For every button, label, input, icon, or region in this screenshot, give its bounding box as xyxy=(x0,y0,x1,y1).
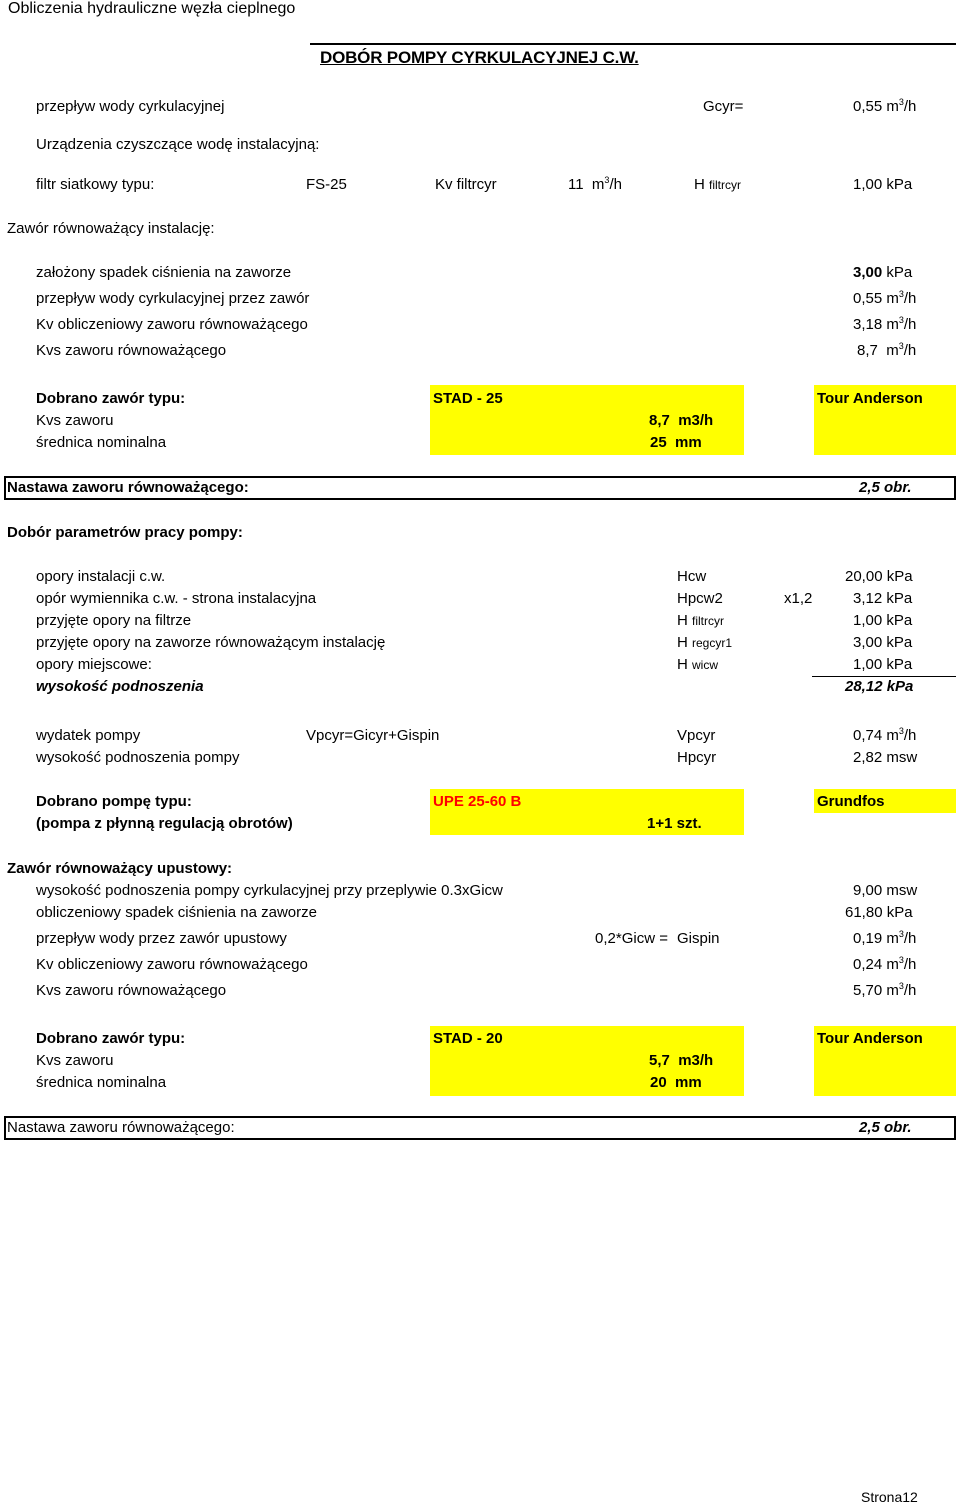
pump-note: (pompa z płynną regulacją obrotów) xyxy=(36,815,293,832)
relief-drop-value: 61,80 kPa xyxy=(845,904,913,921)
pump-param-value: 1,00 kPa xyxy=(853,656,913,673)
header-rule xyxy=(310,43,956,45)
filter-h-label: H filtrcyr xyxy=(694,176,742,193)
pump-count: 1+1 szt. xyxy=(647,815,702,832)
valve2-setting-value: 2,5 obr. xyxy=(859,1119,912,1136)
pump-param-label: opór wymiennika c.w. - strona instalacyjna xyxy=(36,590,317,607)
balancing-row-value: 8,7 $m^3/h$ xyxy=(857,341,917,359)
valve1-dn-value: 25 mm xyxy=(650,434,702,451)
valve1-selected-label: Dobrano zawór typu: xyxy=(36,390,186,407)
valve1-kvs-label: Kvs zaworu xyxy=(36,412,114,429)
pump-param-label: opory miejscowe: xyxy=(36,656,152,673)
pump-param-symbol: Hpcw2 xyxy=(677,590,723,607)
pump-param-value: 20,00 kPa xyxy=(845,568,913,585)
pump-param-label: opory instalacji c.w. xyxy=(36,568,166,585)
pump-param-label: przyjęte opory na zaworze równoważącym instalację xyxy=(36,634,386,651)
cleaning-heading: Urządzenia czyszczące wodę instalacyjną: xyxy=(36,136,320,153)
relief-drop-label: obliczeniowy spadek ciśnienia na zaworze xyxy=(36,904,317,921)
pump-type: UPE 25-60 B xyxy=(433,793,522,810)
balancing-row-value: 3,18 $m^3/h$ xyxy=(853,315,917,333)
balancing-heading: Zawór równoważący instalację: xyxy=(7,220,215,237)
balancing-row-label: Kvs zaworu równoważącego xyxy=(36,342,227,359)
valve2-setting-label: Nastawa zaworu równoważącego: xyxy=(7,1119,235,1136)
flow-label: przepływ wody cyrkulacyjnej xyxy=(36,98,225,115)
pump-param-value: 3,00 kPa xyxy=(853,634,913,651)
balancing-row-label: Kv obliczeniowy zaworu równoważącego xyxy=(36,316,308,333)
relief-flow-value: 0,19 $m^3/h$ xyxy=(853,929,917,947)
pump-head-symbol: Hpcyr xyxy=(677,749,717,766)
valve1-maker: Tour Anderson xyxy=(817,390,923,407)
pump-param-symbol: H filtrcyr xyxy=(677,612,725,629)
pump-maker: Grundfos xyxy=(817,793,885,810)
flow-value: 0,55 $m^3/h$ xyxy=(853,97,917,115)
valve2-kvs-value: 5,7 m3/h xyxy=(649,1052,714,1069)
valve2-dn-label: średnica nominalna xyxy=(36,1074,167,1091)
balancing-row-label: przepływ wody cyrkulacyjnej przez zawór xyxy=(36,290,310,307)
flow-symbol: Gcyr= xyxy=(703,98,744,115)
pump-param-value: 3,12 kPa xyxy=(853,590,913,607)
valve1-kvs-value: 8,7 m3/h xyxy=(649,412,714,429)
total-rule xyxy=(812,676,956,677)
pump-param-label: przyjęte opory na filtrze xyxy=(36,612,192,629)
filter-kv-value: 11 $m^3/h$ xyxy=(568,175,622,193)
relief-head-value: 9,00 msw xyxy=(853,882,918,899)
pump-flow-value: 0,74 $m^3/h$ xyxy=(853,726,917,744)
filter-h-value: 1,00 kPa xyxy=(853,176,913,193)
page-title: DOBÓR POMPY CYRKULACYJNEJ C.W. xyxy=(320,48,639,67)
pump-flow-label: wydatek pompy xyxy=(36,727,141,744)
relief-flow-formula: 0,2*Gicw = xyxy=(595,930,668,947)
pump-param-symbol: H wicw xyxy=(677,656,719,673)
pump-param-value: 1,00 kPa xyxy=(853,612,913,629)
relief-heading: Zawór równoważący upustowy: xyxy=(7,860,233,877)
relief-flow-label: przepływ wody przez zawór upustowy xyxy=(36,930,287,947)
pump-head-total-value: 28,12 kPa xyxy=(845,678,914,695)
document-header: Obliczenia hydrauliczne węzła cieplnego xyxy=(8,0,296,17)
pump-head-value: 2,82 msw xyxy=(853,749,918,766)
pump-param-multiplier: x1,2 xyxy=(784,590,813,607)
pump-params-heading: Dobór parametrów pracy pompy: xyxy=(7,524,243,541)
valve1-dn-label: średnica nominalna xyxy=(36,434,167,451)
valve1-type: STAD - 25 xyxy=(433,390,503,407)
pump-head-total-label: wysokość podnoszenia xyxy=(36,678,204,695)
valve2-type: STAD - 20 xyxy=(433,1030,503,1047)
relief-kvs-label: Kvs zaworu równoważącego xyxy=(36,982,227,999)
pump-selected-label: Dobrano pompę typu: xyxy=(36,793,192,810)
valve2-dn-value: 20 mm xyxy=(650,1074,702,1091)
valve2-maker: Tour Anderson xyxy=(817,1030,923,1047)
valve1-setting-label: Nastawa zaworu równoważącego: xyxy=(7,479,249,496)
balancing-row-value: 0,55 $m^3/h$ xyxy=(853,289,917,307)
valve2-kvs-label: Kvs zaworu xyxy=(36,1052,114,1069)
balancing-row-value: 3,00 kPa xyxy=(853,264,913,281)
filter-type: FS-25 xyxy=(306,176,347,193)
valve1-setting-value: 2,5 obr. xyxy=(859,479,912,496)
pump-param-symbol: Hcw xyxy=(677,568,707,585)
relief-kv-value: 0,24 $m^3/h$ xyxy=(853,955,917,973)
page-number: Strona12 xyxy=(861,1489,918,1505)
relief-head-label: wysokość podnoszenia pompy cyrkulacyjnej przy przeplywie 0.3xGicw xyxy=(36,882,503,899)
pump-flow-symbol: Vpcyr xyxy=(677,727,716,744)
relief-flow-symbol: Gispin xyxy=(677,930,720,947)
filter-kv-label: Kv filtrcyr xyxy=(435,176,497,193)
valve2-selected-label: Dobrano zawór typu: xyxy=(36,1030,186,1047)
relief-kv-label: Kv obliczeniowy zaworu równoważącego xyxy=(36,956,308,973)
balancing-row-label: założony spadek ciśnienia na zaworze xyxy=(36,264,292,281)
pump-param-symbol: H regcyr1 xyxy=(677,634,733,651)
pump-flow-formula: Vpcyr=Gicyr+Gispin xyxy=(306,727,440,744)
relief-kvs-value: 5,70 $m^3/h$ xyxy=(853,981,917,999)
pump-head-label: wysokość podnoszenia pompy xyxy=(36,749,240,766)
filter-label: filtr siatkowy typu: xyxy=(36,176,155,193)
